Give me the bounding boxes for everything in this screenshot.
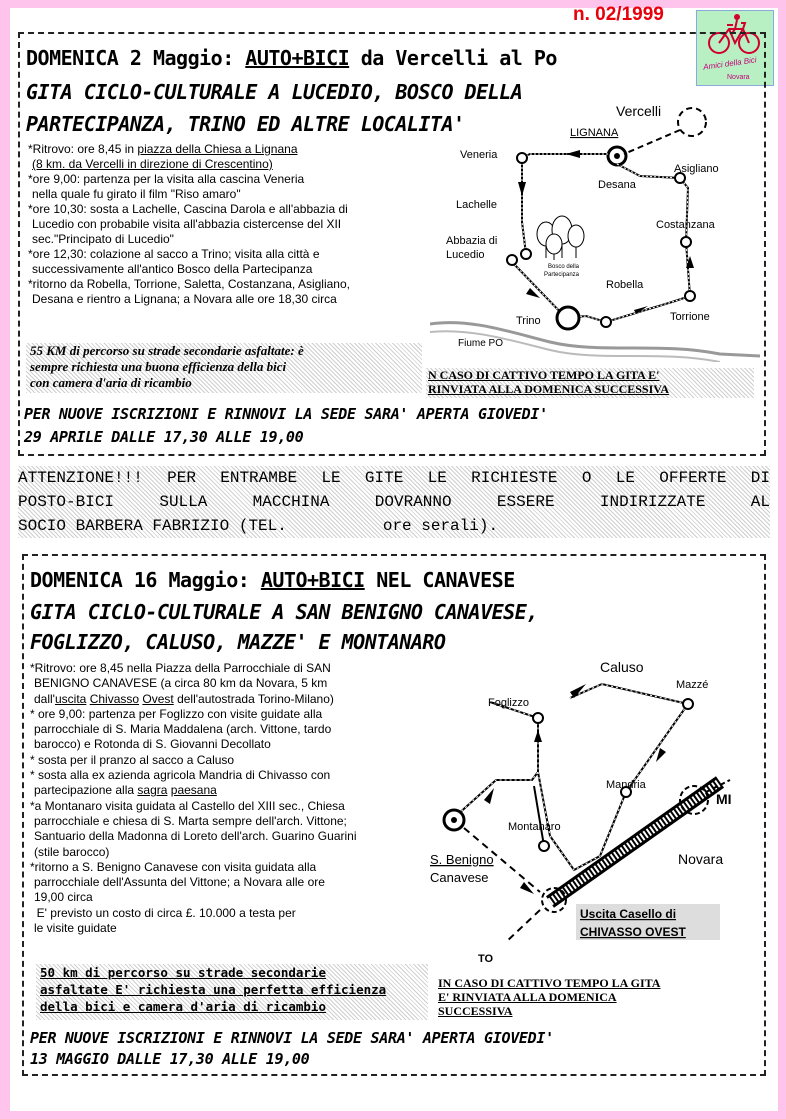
trip1-bike-note: 55 KM di percorso su strade secondarie asfaltate: è sempre richiesta una buona efficienza della bici con camera d'aria di ricambio <box>26 343 422 393</box>
trip2-program: *Ritrovo: ore 8,45 nella Piazza della Parrocchiale di SAN BENIGNO CANAVESE (a circa 80 km da Novara, 5 km dall'uscita Chivasso Ovest dell'autostrada Torino-Milano) * ore 9,00: partenza per Foglizzo con visite guidate alla parrocchiale di S. Maria Maddalena (arch. Vittone, tardo barocco) e Rotonda di S. Giovanni Decollato * sosta per il pranzo al sacco a Caluso * sosta alla ex azienda agricola Mandria di Chivasso con partecipazione alla sagra paesana *a Montanaro visita guidata al Castello del XIII sec., Chiesa parrocchiale e chiesa di S. Marta sempre dell'arch. Vittone; Santuario della Madonna di Loreto dell'arch. Guarino Guarini (stile barocco) *ritorno a S. Benigno Canavese con visita guidata alla parrocchiale dell'Assunta del Vittone; a Novara alle ore 19,00 circa E' previsto un costo di circa £. 10.000 a testa per le visite guidate <box>30 661 357 936</box>
map-label-chivasso-ovest: CHIVASSO OVEST <box>580 925 686 939</box>
map-label-costanzana: Costanzana <box>656 219 715 231</box>
map-label-san-benigno: S. Benigno <box>430 852 494 867</box>
trip2-bad-weather: IN CASO DI CATTIVO TEMPO LA GITA E' RINVIATA ALLA DOMENICA SUCCESSIVA <box>438 976 661 1018</box>
map-label-novara: Novara <box>678 851 724 867</box>
map-label-canavese: Canavese <box>430 870 489 885</box>
logo-city: Novara <box>727 74 750 81</box>
map-label-lachelle: Lachelle <box>456 199 497 211</box>
trip2-footer-line1: PER NUOVE ISCRIZIONI E RINNOVI LA SEDE SARA' APERTA GIOVEDI' <box>30 1029 554 1047</box>
map-label-abbazia: Abbazia di <box>446 235 498 247</box>
map-label-lignana: LIGNANA <box>570 127 619 139</box>
trip1-subtitle-line1: GITA CICLO-CULTURALE A LUCEDIO, BOSCO DELLA <box>26 80 523 104</box>
trip1-program: *Ritrovo: ore 8,45 in piazza della Chiesa a Lignana (8 km. da Vercelli in direzione di Crescentino) *ore 9,00: partenza per la visita alla cascina Veneria nella quale fu girato il film "Riso amaro" *ore 10,30: sosta a Lachelle, Cascina Darola e all'abbazia di Lucedio con probabile visita all'abbazia cistercense del XII sec."Principato di Lucedio" *ore 12,30: colazione al sacco a Trino; visita alla città e successivamente all'antico Bosco della Partecipanza *ritorno da Robella, Torrione, Saletta, Costanzana, Asigliano, Desana e rientro a Lignana; a Novara alle ore 18,30 circa <box>28 142 350 306</box>
map-label-montanaro: Montanaro <box>508 821 561 833</box>
trip2-bike-note: 50 km di percorso su strade secondarie asfaltate E' richiesta una perfetta efficienza della bici e camera d'aria di ricambio <box>36 964 428 1020</box>
trip1-title: DOMENICA 2 Maggio: AUTO+BICI da Vercelli al Po <box>26 46 557 70</box>
trip1-subtitle-line2: PARTECIPANZA, TRINO ED ALTRE LOCALITA' <box>26 112 465 136</box>
trip2-title: DOMENICA 16 Maggio: AUTO+BICI NEL CANAVESE <box>30 568 515 592</box>
map-label-desana: Desana <box>598 179 636 191</box>
logo-text: Amici della Bici <box>702 55 758 72</box>
map-label-robella: Robella <box>606 279 644 291</box>
map-label-caluso: Caluso <box>600 659 644 675</box>
map-label-vercelli: Vercelli <box>616 103 662 119</box>
map-label-mazze: Mazzé <box>676 679 709 691</box>
map-label-trino: Trino <box>516 315 541 327</box>
attention-notice: ATTENZIONE!!! PER ENTRAMBE LE GITE LE RICHIESTE O LE OFFERTE DI POSTO-BICI SULLA MACCHINA DOVRANNO ESSERE INDIRIZZATE AL SOCIO BARBERA FABRIZIO (TEL. ore serali). <box>18 466 770 538</box>
map-label-veneria: Veneria <box>460 149 498 161</box>
map-label-to: TO <box>478 953 494 965</box>
trip2-route-map <box>430 656 760 966</box>
map-label-fiume-po: Fiume PO <box>458 338 504 349</box>
trip2-subtitle-line2: FOGLIZZO, CALUSO, MAZZE' E MONTANARO <box>30 630 446 654</box>
trip2-footer-line2: 13 MAGGIO DALLE 17,30 ALLE 19,00 <box>30 1050 310 1068</box>
map-label-mi: MI <box>716 791 732 807</box>
issue-number: n. 02/1999 <box>573 4 664 25</box>
trip2-subtitle-line1: GITA CICLO-CULTURALE A SAN BENIGNO CANAVESE, <box>30 600 538 624</box>
trip1-bad-weather: N CASO DI CATTIVO TEMPO LA GITA E' RINVIATA ALLA DOMENICA SUCCESSIVA <box>426 368 754 398</box>
map-label-asigliano: Asigliano <box>674 163 719 175</box>
map-label-torrione: Torrione <box>670 311 710 323</box>
map-label-foglizzo: Foglizzo <box>488 697 529 709</box>
trip1-footer-line1: PER NUOVE ISCRIZIONI E RINNOVI LA SEDE SARA' APERTA GIOVEDI' <box>24 405 548 423</box>
map-label-bosco: Bosco della <box>548 264 580 270</box>
map-label-lucedio: Lucedio <box>446 249 485 261</box>
trip1-footer-line2: 29 APRILE DALLE 17,30 ALLE 19,00 <box>24 428 304 446</box>
map-label-mandria: Mandria <box>606 779 646 791</box>
trip1-route-map <box>430 92 760 362</box>
map-label-uscita: Uscita Casello di <box>580 907 677 921</box>
map-label-partecipanza: Partecipanza <box>544 272 580 278</box>
